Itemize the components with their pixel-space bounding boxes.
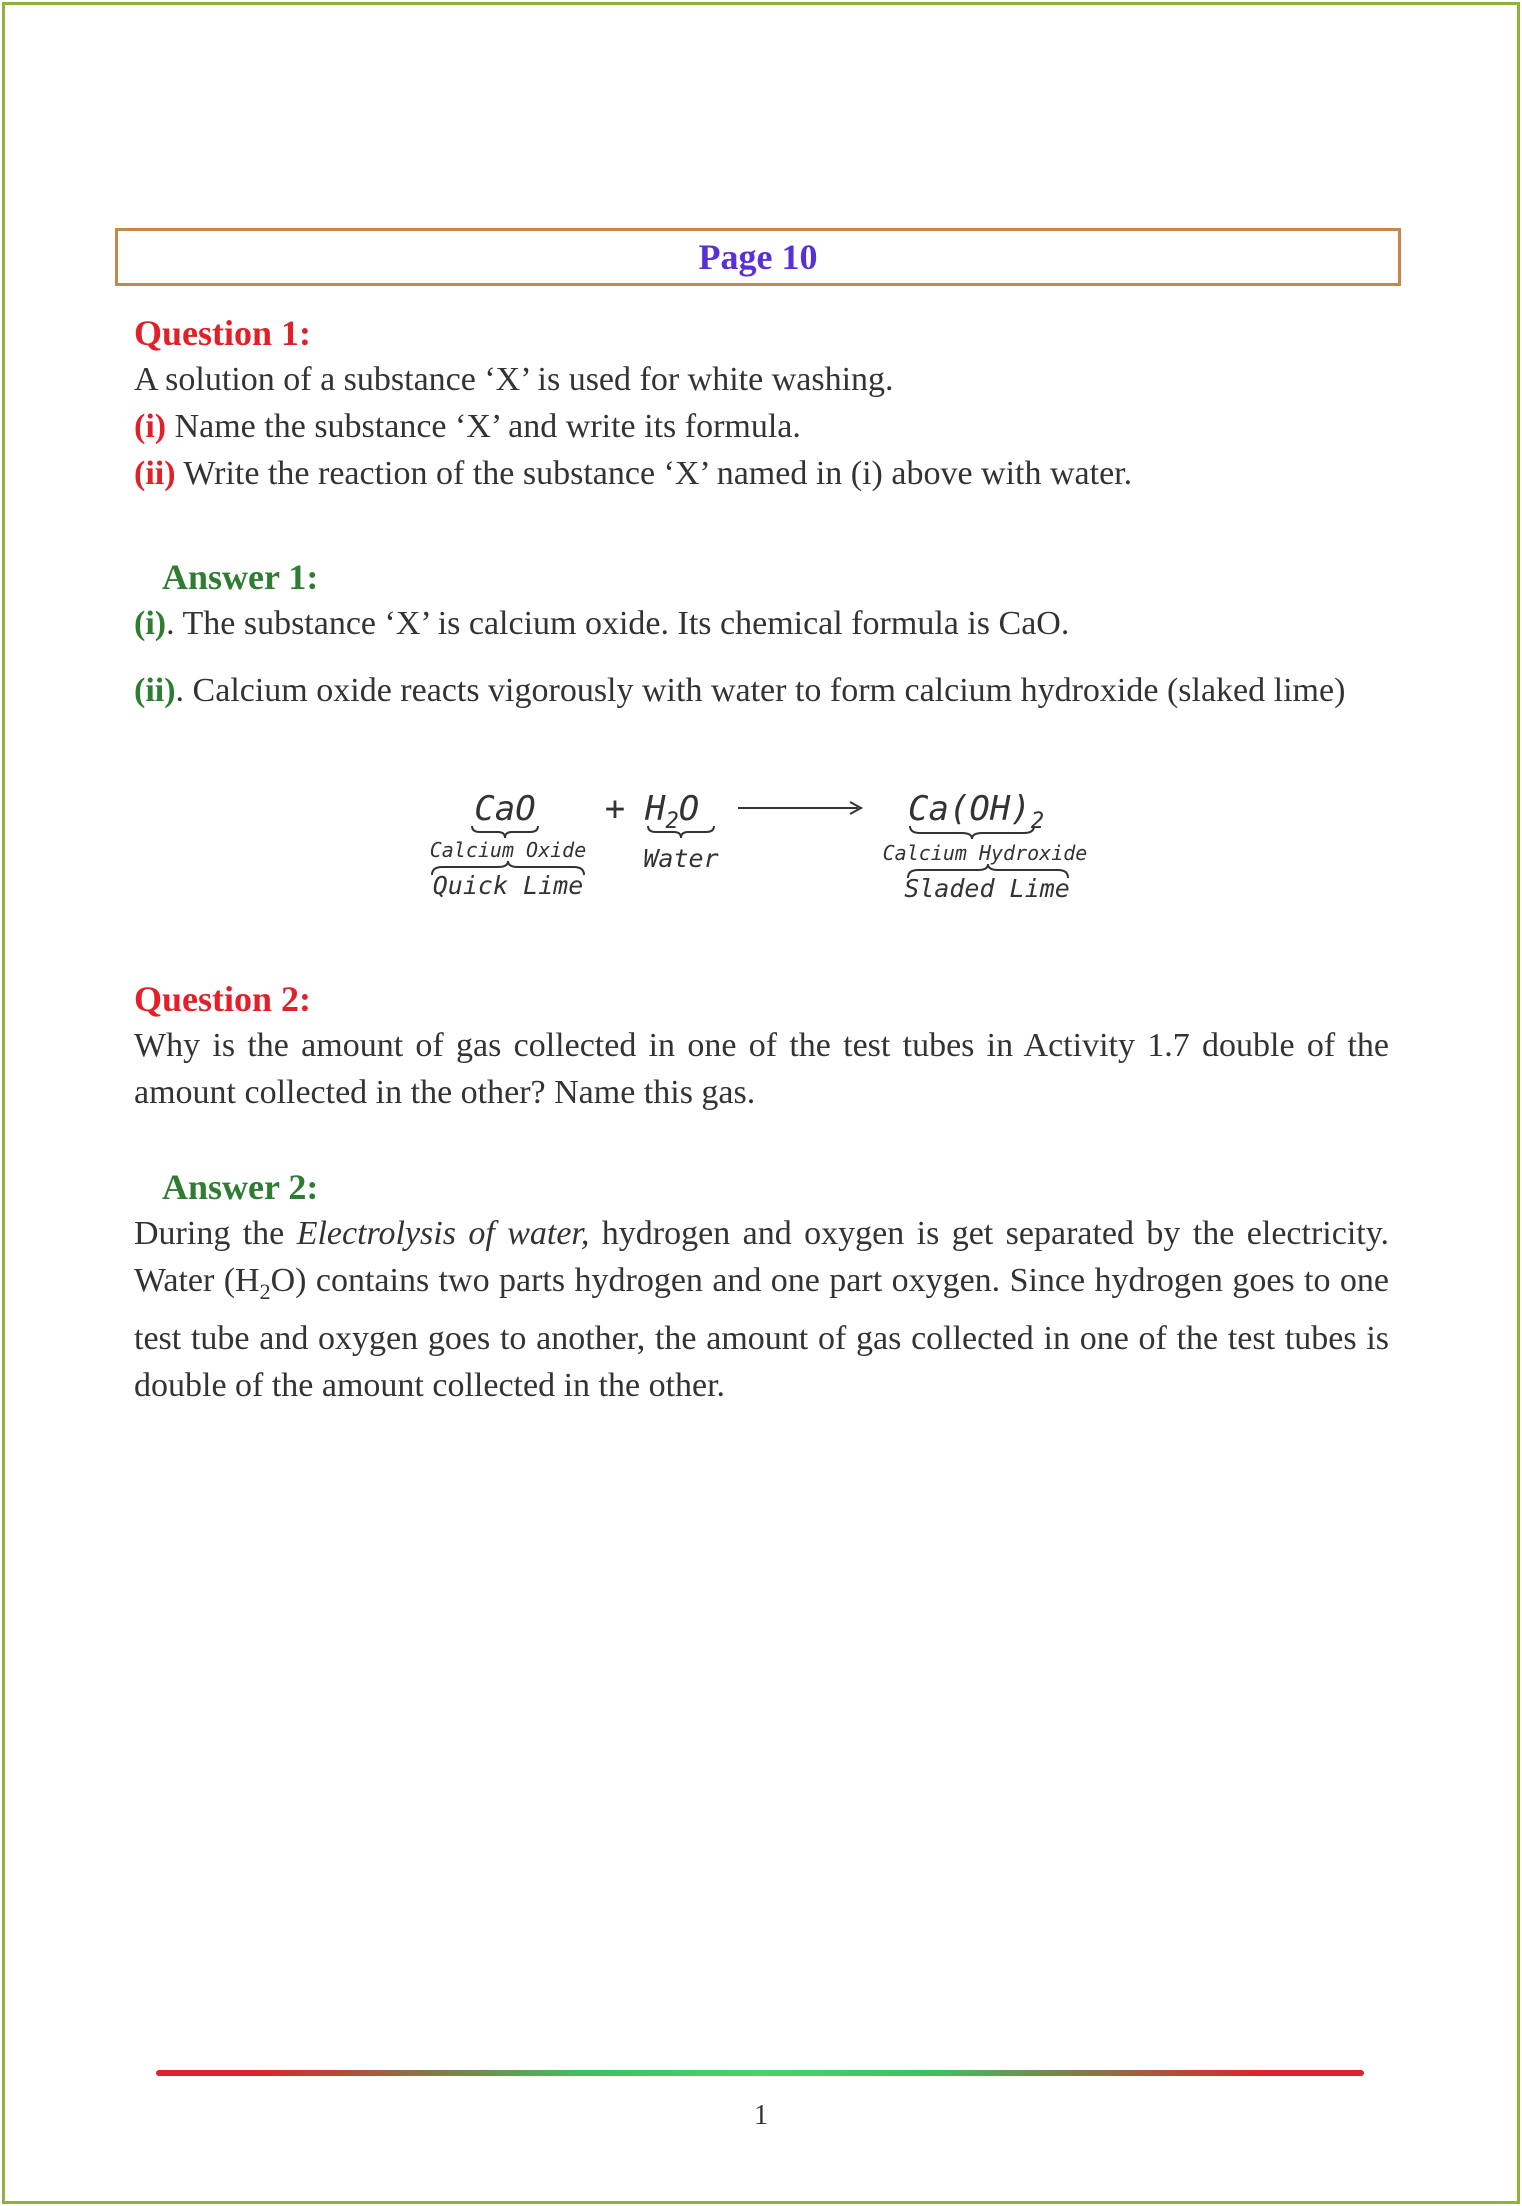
footer-divider: [156, 2070, 1364, 2076]
product-formula: $Ca(OH)_2$: [908, 789, 1045, 834]
answer-2-text: During the Electrolysis of water, hydrogen and oxygen is get separated by the electricity. Water $(H_2O)$ contains two parts hydrogen and one part oxygen. Since hydrogen goes to one test tube and oxygen goes to another, the amount of gas collected in one of the test tubes is double of the amount collected in the other.: [134, 1215, 1389, 1404]
question-1-part-1-text: Name the substance ‘X’ and write its formula.: [166, 408, 801, 445]
page-number: 1: [754, 2100, 768, 2131]
question-1-block: [134, 310, 1389, 497]
answer-1-part-2: [134, 667, 1389, 714]
answer-1-part-2-text: . Calcium oxide reacts vigorously with water to form calcium hydroxide (slaked lime): [175, 672, 1346, 709]
product-name: Calcium Hydroxide: [882, 841, 1088, 865]
question-1-heading: Question 1:: [134, 313, 312, 353]
reactant-2-formula: $H_2O$: [645, 789, 700, 834]
answer-2-italic-term: Electrolysis of water,: [296, 1215, 590, 1252]
reactant-1-name: Calcium Oxide: [429, 838, 587, 862]
chemical-equation: [410, 780, 1130, 910]
product-common-name: Sladed Lime: [904, 874, 1070, 903]
question-1-text: A solution of a substance ‘X’ is used for white washing.: [134, 361, 894, 398]
question-1-part-2: [134, 450, 1389, 497]
question-1-part-2-text: Write the reaction of the substance ‘X’ named in (i) above with water.: [175, 455, 1133, 492]
reactant-2-name: Water: [643, 844, 719, 873]
answer-1-part-1: [134, 600, 1389, 647]
question-2-heading: Question 2:: [134, 979, 312, 1019]
answer-2-block: [134, 1164, 1389, 1409]
reactant-1-formula: CaO: [474, 789, 536, 829]
answer-1-block: [134, 554, 1389, 714]
question-1-part-2-marker: (ii): [134, 455, 176, 492]
question-2-block: [134, 976, 1389, 1116]
answer-2-heading: Answer 2:: [162, 1167, 319, 1207]
answer-1-part-1-text: . The substance ‘X’ is calcium oxide. Its chemical formula is CaO.: [166, 605, 1070, 642]
answer-1-part-1-marker: (i): [134, 605, 167, 642]
page-header: [115, 228, 1401, 286]
answer-1-part-2-marker: (ii): [134, 672, 176, 709]
answer-1-heading: Answer 1:: [162, 557, 319, 597]
question-1-part-1-marker: (i): [134, 408, 167, 445]
reactant-1-common-name: Quick Lime: [432, 871, 584, 900]
page-title: Page 10: [698, 237, 818, 277]
question-1-part-1: [134, 403, 1389, 450]
plus-sign: +: [604, 789, 626, 829]
question-2-text: Why is the amount of gas collected in one of the test tubes in Activity 1.7 double of the amount collected in the other? Name this gas.: [134, 1027, 1389, 1111]
